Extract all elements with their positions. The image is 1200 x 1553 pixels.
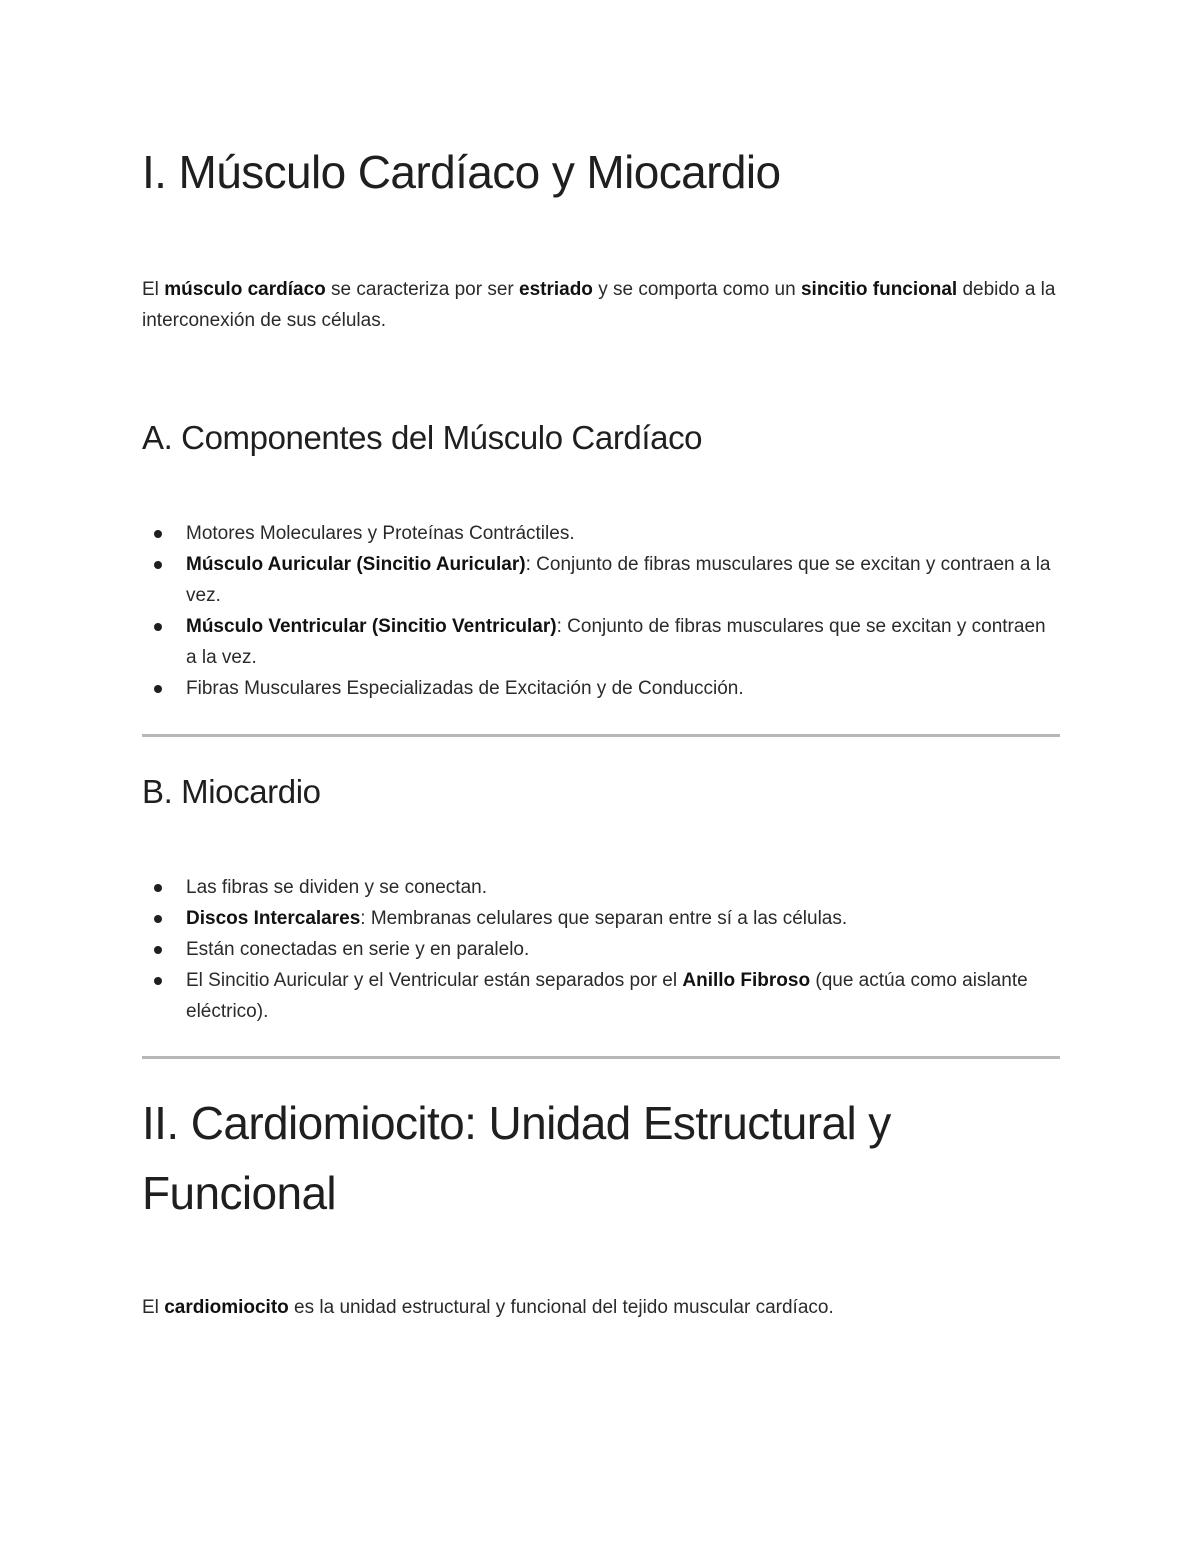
section-2-title-line-2: Funcional [142,1167,337,1219]
intro-text: y se comporta como un [592,279,801,300]
bullet-icon [154,685,162,693]
item-text: Motores Moleculares y Proteínas Contráctiles. [186,523,575,544]
item-text: : Membranas celulares que separan entre sí a las células. [360,908,848,929]
intro-bold: músculo cardíaco [164,279,326,300]
list-item [142,934,1060,965]
bullet-icon [154,977,162,985]
intro-text: El [142,1297,165,1318]
item-bold: Discos Intercalares [186,908,361,929]
bullet-icon [154,623,162,631]
intro-text: debido a la interconexión de sus células. [142,279,1056,331]
bullet-icon [154,946,162,954]
intro-bold: cardiomiocito [164,1297,289,1318]
list-item [142,673,1060,704]
item-bold: Músculo Ventricular (Sincitio Ventricular) [186,616,557,637]
item-text: Están conectadas en serie y en paralelo. [186,939,530,960]
list-item [142,872,1060,903]
bullet-icon [154,915,162,923]
bullet-icon [154,561,162,569]
section-b-list [142,872,1060,1027]
item-text: Fibras Musculares Especializadas de Excitación y de Conducción. [186,678,744,699]
horizontal-divider [142,734,1060,737]
item-text: : Conjunto de fibras musculares que se excitan y contraen a la vez. [186,554,1051,606]
item-text: Las fibras se dividen y se conectan. [186,877,488,898]
list-item [142,549,1060,611]
section-1-intro [142,274,1060,336]
section-2-title-line-1: II. Cardiomiocito: Unidad Estructural y [142,1097,891,1149]
list-item [142,518,1060,549]
item-text: El Sincitio Auricular y el Ventricular están separados por el [186,970,683,991]
list-item [142,903,1060,934]
section-a-list [142,518,1060,704]
intro-text: se caracteriza por ser [325,279,519,300]
section-2-intro [142,1292,1060,1323]
section-a-title: A. Componentes del Músculo Cardíaco [142,419,703,456]
item-text: (que actúa como aislante eléctrico). [186,970,1028,1022]
horizontal-divider [142,1056,1060,1059]
intro-bold: sincitio funcional [800,279,958,300]
bullet-icon [154,884,162,892]
section-1-title: I. Músculo Cardíaco y Miocardio [142,146,781,198]
item-bold: Músculo Auricular (Sincitio Auricular) [186,554,526,575]
list-item [142,611,1060,673]
item-bold: Anillo Fibroso [682,970,811,991]
intro-text: es la unidad estructural y funcional del tejido muscular cardíaco. [288,1297,834,1318]
intro-bold: estriado [519,279,593,300]
bullet-icon [154,530,162,538]
intro-text: El [142,279,165,300]
item-text: : Conjunto de fibras musculares que se excitan y contraen a la vez. [186,616,1046,668]
list-item [142,965,1060,1027]
section-b-title: B. Miocardio [142,773,321,810]
